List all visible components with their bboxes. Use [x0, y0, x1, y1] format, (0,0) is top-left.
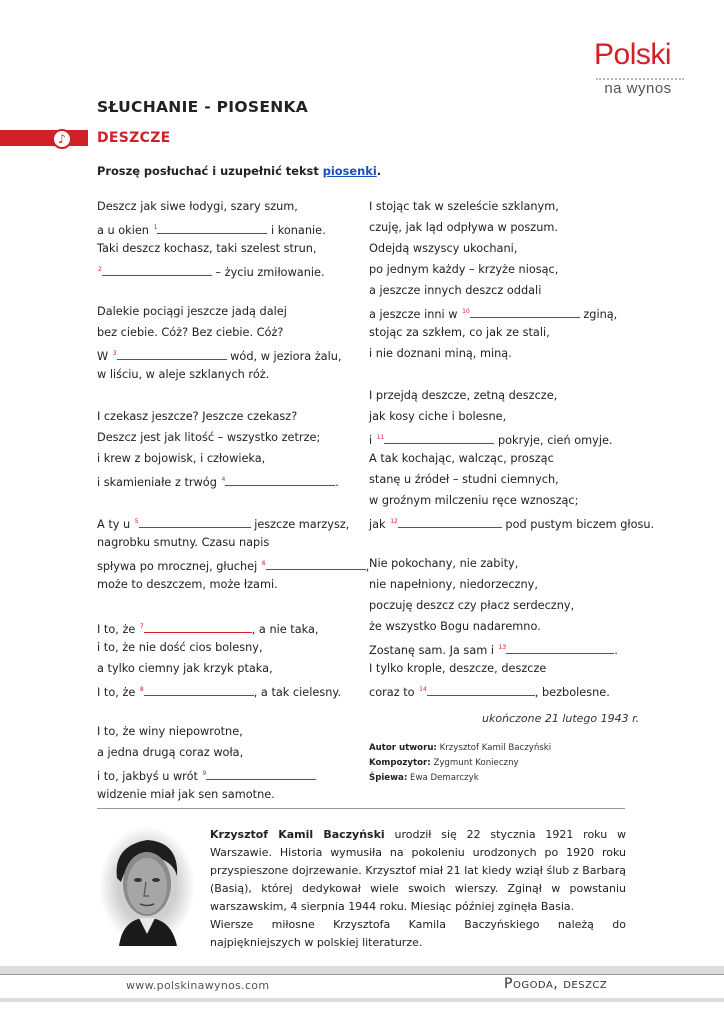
- lyric-line: [369, 221, 558, 235]
- lyric-line: [369, 662, 546, 676]
- lyric-line: [369, 620, 541, 634]
- lyric-text: A ty u: [97, 518, 134, 531]
- lyric-text: A tak kochając, walcząc, prosząc: [369, 452, 554, 465]
- lyric-text: stanę u źródeł – studni ciemnych,: [369, 473, 559, 486]
- lyric-line: [97, 557, 369, 576]
- lyric-text: I stojąc tak w szeleście szklanym,: [369, 200, 559, 213]
- lyric-line: [97, 221, 326, 240]
- lyric-line: [97, 662, 273, 676]
- lyric-line: [369, 599, 574, 613]
- lyric-text: stojąc za szkłem, co jak ze stali,: [369, 326, 550, 339]
- footer-topic: Pogoda, deszcz: [504, 976, 608, 992]
- lyric-text: że wszystko Bogu nadaremno.: [369, 620, 541, 633]
- lyric-text: i skamieniałe z trwóg: [97, 476, 221, 489]
- lyric-text: i nie doznani miną, miną.: [369, 347, 512, 360]
- gap-number: 13: [498, 644, 507, 651]
- lyric-text: Zostanę sam. Ja sam i: [369, 644, 498, 657]
- lyric-text: Nie pokochany, nie zabity,: [369, 557, 519, 570]
- section-red-bar: [0, 130, 88, 146]
- footer-url[interactable]: www.polskinawynos.com: [126, 979, 270, 992]
- gap-blank-6[interactable]: [266, 557, 366, 570]
- gap-blank-4[interactable]: [225, 473, 335, 486]
- credit-value: Zygmunt Konieczny: [430, 758, 519, 768]
- lyric-text-after: – życiu zmiłowanie.: [211, 266, 325, 279]
- lyric-text: Taki deszcz kochasz, taki szelest strun,: [97, 242, 317, 255]
- lyric-text: Deszcz jest jak litość – wszystko zetrze;: [97, 431, 321, 444]
- logo-subtitle: na wynos: [604, 80, 672, 97]
- gap-blank-14[interactable]: [427, 683, 535, 696]
- gap-number: 9: [202, 770, 207, 777]
- credit-label: Śpiewa:: [369, 773, 408, 783]
- lyric-line: [97, 347, 342, 366]
- footer-line: [0, 974, 724, 975]
- logo-word: Polski: [594, 38, 672, 71]
- lyric-text-after: jeszcze marzysz,: [250, 518, 350, 531]
- lyric-line: [369, 305, 617, 324]
- gap-number: 1: [153, 224, 158, 231]
- lyric-line: [97, 263, 325, 282]
- lyric-line: [369, 242, 517, 256]
- gap-blank-8[interactable]: [144, 683, 254, 696]
- gap-blank-11[interactable]: [384, 431, 494, 444]
- gap-blank-2[interactable]: [102, 263, 212, 276]
- lyric-text: jak: [369, 518, 390, 531]
- lyric-text: nie napełniony, niedorzeczny,: [369, 578, 538, 591]
- lyric-line: [97, 515, 349, 534]
- lyric-line: [369, 431, 613, 450]
- lyric-text: I przejdą deszcze, zetną deszcze,: [369, 389, 558, 402]
- lyric-text: widzenie miał jak sen samotne.: [97, 788, 275, 801]
- instruction-text: Proszę posłuchać i uzupełnić tekst: [97, 164, 323, 178]
- lyric-text: może to deszczem, może łzami.: [97, 578, 278, 591]
- instruction: [97, 164, 381, 178]
- lyric-text: I to, że: [97, 686, 139, 699]
- lyric-text-after: , a nie taka,: [251, 623, 319, 636]
- credit-value: Krzysztof Kamil Baczyński: [436, 743, 552, 753]
- lyric-text: a jeszcze innych deszcz oddali: [369, 284, 542, 297]
- gap-blank-1[interactable]: [157, 221, 267, 234]
- lyric-text-after: .: [335, 476, 339, 489]
- lyric-line: [369, 326, 550, 340]
- lyric-text: poczuję deszcz czy płacz serdeczny,: [369, 599, 575, 612]
- lyric-line: [97, 326, 283, 340]
- lyric-line: [369, 263, 558, 277]
- lyric-text: coraz to: [369, 686, 419, 699]
- lyric-text-after: i konanie.: [267, 224, 326, 237]
- lyric-text: Odejdą wszyscy ukochani,: [369, 242, 518, 255]
- gap-number: 3: [112, 350, 117, 357]
- lyric-text-after: , a tak cielesny.: [253, 686, 342, 699]
- lyric-line: [369, 473, 559, 487]
- gap-number: 10: [462, 308, 470, 315]
- lyric-line: [97, 746, 243, 760]
- lyric-line: [369, 452, 554, 466]
- gap-blank-13[interactable]: [506, 641, 614, 654]
- lyric-line: [369, 284, 541, 298]
- lyric-text: I tylko krople, deszcze, deszcze: [369, 662, 547, 675]
- lyric-text: a u okien: [97, 224, 153, 237]
- page-title: SŁUCHANIE - PIOSENKA: [97, 98, 309, 116]
- footer-bottom-band: [0, 998, 724, 1002]
- lyric-line: [97, 578, 278, 592]
- lyric-text: Deszcz jak siwe łodygi, szary szum,: [97, 200, 298, 213]
- lyric-line: [97, 620, 319, 639]
- lyric-text-after: zginą,: [579, 308, 618, 321]
- lyric-text: i krew z bojowisk, i człowieka,: [97, 452, 266, 465]
- lyric-line: [97, 536, 269, 550]
- gap-number: 14: [419, 686, 427, 693]
- song-link[interactable]: piosenki: [322, 164, 377, 178]
- lyric-text-after: .: [614, 644, 618, 657]
- gap-number: 6: [261, 560, 266, 567]
- music-note-icon: ♪: [52, 129, 72, 149]
- footer-band: [0, 966, 724, 974]
- gap-blank-9[interactable]: [206, 767, 316, 780]
- lyric-text: a jedna drugą coraz woła,: [97, 746, 244, 759]
- gap-blank-7[interactable]: [144, 620, 252, 633]
- lyric-text-after: pokryje, cień omyje.: [494, 434, 613, 447]
- bio-author-name: Krzysztof Kamil Baczyński: [210, 828, 385, 841]
- lyric-text: w groźnym milczeniu ręce wznosząc;: [369, 494, 579, 507]
- lyric-text: i to, jakbyś u wrót: [97, 770, 202, 783]
- lyric-text: i to, że nie dość cios bolesny,: [97, 641, 263, 654]
- gap-number: 11: [376, 434, 385, 441]
- lyric-text: Dalekie pociągi jeszcze jadą dalej: [97, 305, 287, 318]
- lyric-line: [97, 305, 287, 319]
- lyric-line: [369, 557, 518, 571]
- lyric-text-after: pod pustym biczem głosu.: [501, 518, 655, 531]
- lyric-text: I to, że winy niepowrotne,: [97, 725, 243, 738]
- gap-blank-3[interactable]: [117, 347, 227, 360]
- gap-blank-5[interactable]: [139, 515, 251, 528]
- lyric-line: [97, 767, 316, 786]
- gap-blank-12[interactable]: [398, 515, 502, 528]
- credit-label: Autor utworu:: [369, 743, 437, 753]
- credit-value: Ewa Demarczyk: [407, 773, 479, 783]
- lyric-line: [369, 683, 610, 702]
- polski-na-wynos-logo: [594, 38, 686, 108]
- lyric-text-after: wód, w jeziora żalu,: [226, 350, 342, 363]
- lyric-text-after: ,: [365, 560, 370, 573]
- gap-number: 4: [221, 476, 226, 483]
- lyric-text-after: , bezbolesne.: [534, 686, 610, 699]
- lyric-text: nagrobku smutny. Czasu napis: [97, 536, 270, 549]
- lyric-text: czuję, jak ląd odpływa w poszum.: [369, 221, 558, 234]
- credit-singer: [369, 773, 479, 783]
- lyric-text: a tylko ciemny jak krzyk ptaka,: [97, 662, 273, 675]
- gap-number: 2: [98, 266, 102, 273]
- portrait-photo: [99, 826, 196, 946]
- lyric-line: [369, 515, 654, 534]
- bio-paragraph-1: [210, 826, 626, 916]
- bio-paragraph-2: Wiersze miłosne Krzysztofa Kamila Baczyńskiego należą do najpiękniejszych w polskiej literaturze.: [210, 918, 626, 949]
- lyric-text: W: [97, 350, 112, 363]
- gap-blank-10[interactable]: [470, 305, 580, 318]
- bio-text-1: urodził się 22 stycznia 1921 roku w Warszawie. Historia wymusiła na pokoleniu urodzonych po 1920 roku przyspieszone dojrzewanie. Krzysztof miał 21 lat kiedy wziął ślub z Barbarą (Basią), której dedykował wiele swoich wierszy. Zginął w powstaniu warszawskim, 4 sierpnia 1944 roku. Miesiąc później zginęła Basia.: [210, 828, 626, 913]
- lyric-text: a jeszcze inni w: [369, 308, 462, 321]
- section-divider: [97, 808, 625, 809]
- instruction-end: .: [376, 164, 382, 178]
- lyric-line: [369, 200, 559, 214]
- lyric-text: bez ciebie. Cóż? Bez ciebie. Cóż?: [97, 326, 284, 339]
- lyric-text: i: [369, 434, 376, 447]
- lyric-line: [369, 347, 512, 361]
- credit-composer: [369, 758, 519, 768]
- lyric-line: [97, 641, 263, 655]
- lyric-line: [97, 725, 243, 739]
- gap-number: 5: [134, 518, 139, 525]
- lyric-text: w liściu, w aleje szklanych róż.: [97, 368, 270, 381]
- lyric-line: [97, 683, 341, 702]
- gap-number: 8: [139, 686, 144, 693]
- lyric-text: po jednym każdy – krzyże niosąc,: [369, 263, 559, 276]
- lyric-line: [369, 494, 578, 508]
- gap-number: 12: [390, 518, 398, 525]
- lyric-line: [97, 410, 297, 424]
- lyric-text: spływa po mrocznej, głuchej: [97, 560, 261, 573]
- lyric-text: I czekasz jeszcze? Jeszcze czekasz?: [97, 410, 298, 423]
- gap-number: 7: [139, 623, 144, 630]
- lyric-text: I to, że: [97, 623, 139, 636]
- lyric-line: [369, 389, 557, 403]
- lyric-line: [97, 473, 339, 492]
- lyric-line: [97, 200, 298, 214]
- author-biography: [210, 826, 626, 952]
- lyric-text: jak kosy ciche i bolesne,: [369, 410, 507, 423]
- credit-author: [369, 743, 551, 753]
- section-title: DESZCZE: [97, 130, 171, 146]
- lyric-line: [97, 431, 320, 445]
- lyric-line: [369, 410, 506, 424]
- lyric-line: [97, 452, 265, 466]
- lyric-line: [97, 788, 275, 802]
- completion-date: ukończone 21 lutego 1943 r.: [482, 712, 640, 725]
- lyric-line: [97, 368, 269, 382]
- lyric-line: [97, 242, 317, 256]
- lyric-line: [369, 641, 618, 660]
- credit-label: Kompozytor:: [369, 758, 431, 768]
- lyric-line: [369, 578, 538, 592]
